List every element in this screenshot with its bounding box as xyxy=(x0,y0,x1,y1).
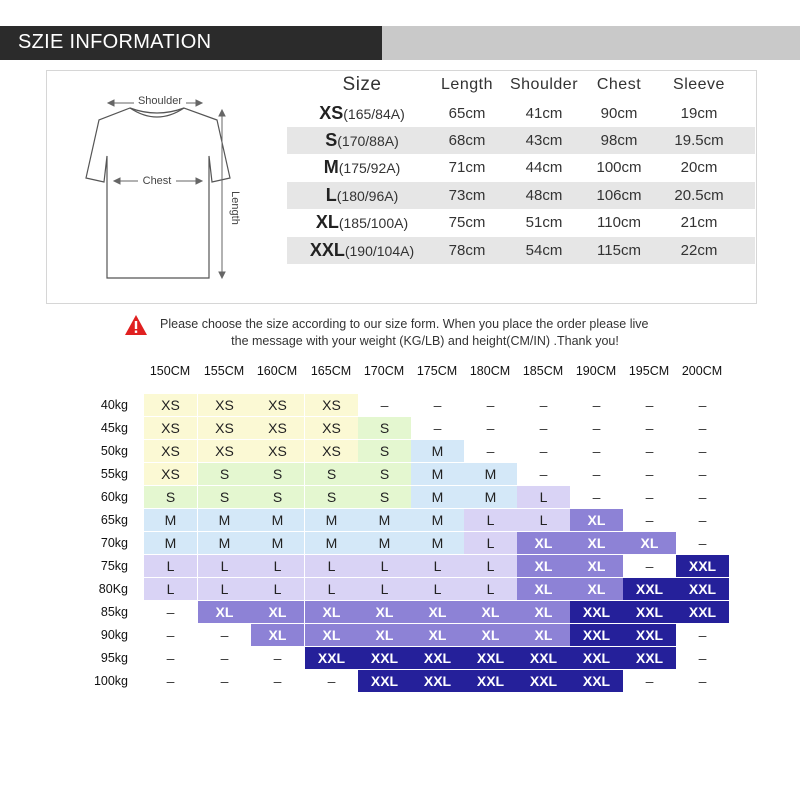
size-sleeve-value: 22cm xyxy=(680,242,718,259)
size-cell-l: L xyxy=(251,555,304,577)
size-cell-l: L xyxy=(251,578,304,600)
size-cell-xxl: XXL xyxy=(358,647,411,669)
size-cell-l: L xyxy=(358,578,411,600)
size-cell-empty: – xyxy=(592,443,601,459)
size-cell-empty: – xyxy=(273,673,282,689)
size-cell-l: L xyxy=(517,486,570,508)
size-table-row xyxy=(287,127,755,154)
size-cell-xl: XL xyxy=(517,578,570,600)
size-table-header-cell: Size xyxy=(342,74,382,95)
size-cell-l: L xyxy=(198,555,251,577)
size-cell-empty: – xyxy=(592,397,601,413)
size-cell-xs: XS xyxy=(198,417,251,439)
size-cell-xl: XL xyxy=(570,555,623,577)
size-code: M xyxy=(323,157,339,177)
size-cell-empty: – xyxy=(698,512,707,528)
size-cell-xxl: XXL xyxy=(358,670,411,692)
size-cell-m: M xyxy=(198,509,251,531)
size-cell-xxl: XXL xyxy=(676,555,729,577)
size-cell-xxl: XXL xyxy=(305,647,358,669)
size-cell-empty: – xyxy=(645,673,654,689)
size-cell-xxl: XXL xyxy=(570,624,623,646)
size-shoulder-value: 51cm xyxy=(525,214,563,231)
size-cell-empty: – xyxy=(698,673,707,689)
size-cell-xs: XS xyxy=(198,440,251,462)
size-length-value: 78cm xyxy=(448,242,486,259)
size-cell-l: L xyxy=(144,578,197,600)
size-cell-xxl: XXL xyxy=(623,647,676,669)
size-cell-xl: XL xyxy=(251,624,304,646)
size-cell-empty: – xyxy=(592,489,601,505)
order-notice xyxy=(160,316,700,350)
size-table-row xyxy=(287,182,755,209)
size-cell-xl: XL xyxy=(570,509,623,531)
size-cell-xs: XS xyxy=(144,463,197,485)
size-chest-value: 98cm xyxy=(600,132,638,149)
size-table-header-cell: Chest xyxy=(596,76,642,93)
weight-row-label: 45kg xyxy=(100,421,128,435)
size-dimension: (170/88A) xyxy=(337,133,399,149)
size-sleeve-value: 19.5cm xyxy=(674,132,724,149)
height-column-header: 155CM xyxy=(203,364,245,378)
size-cell-m: M xyxy=(411,486,464,508)
size-cell-l: L xyxy=(464,532,517,554)
tshirt-diagram xyxy=(52,78,262,293)
size-cell-empty: – xyxy=(433,420,442,436)
size-cell-empty: – xyxy=(486,443,495,459)
size-cell-xs: XS xyxy=(144,394,197,416)
size-cell-m: M xyxy=(144,532,197,554)
size-chest-value: 106cm xyxy=(596,187,642,204)
size-cell-s: S xyxy=(358,463,411,485)
size-cell-s: S xyxy=(198,486,251,508)
size-cell-l: L xyxy=(144,555,197,577)
size-length-value: 65cm xyxy=(448,105,486,122)
size-cell-xxl: XXL xyxy=(411,647,464,669)
size-cell-empty: – xyxy=(698,420,707,436)
size-cell-l: L xyxy=(358,555,411,577)
size-cell-xl: XL xyxy=(198,601,251,623)
size-cell-m: M xyxy=(411,463,464,485)
size-table-row xyxy=(287,100,755,127)
size-cell-l: L xyxy=(464,509,517,531)
weight-row-label: 55kg xyxy=(100,467,128,481)
size-cell-s: S xyxy=(198,463,251,485)
size-cell-xxl: XXL xyxy=(570,601,623,623)
size-cell-xxl: XXL xyxy=(464,670,517,692)
size-cell-empty: – xyxy=(539,397,548,413)
size-chest-value: 100cm xyxy=(596,159,642,176)
size-length-value: 73cm xyxy=(448,187,486,204)
size-shoulder-value: 43cm xyxy=(525,132,563,149)
height-column-header: 160CM xyxy=(256,364,298,378)
size-cell-m: M xyxy=(144,509,197,531)
size-cell-empty: – xyxy=(645,397,654,413)
size-cell-xxl: XXL xyxy=(623,578,676,600)
size-code: XL xyxy=(315,212,339,232)
size-cell-xs: XS xyxy=(251,394,304,416)
size-cell-empty: – xyxy=(166,604,175,620)
weight-row-label: 95kg xyxy=(100,651,128,665)
size-cell xyxy=(287,100,437,127)
page-title: SZIE INFORMATION xyxy=(18,31,212,53)
height-column-header: 150CM xyxy=(149,364,191,378)
size-cell-xl: XL xyxy=(305,624,358,646)
size-cell-l: L xyxy=(517,509,570,531)
weight-row-label: 65kg xyxy=(100,513,128,527)
tshirt-outline-icon xyxy=(86,108,230,278)
height-column-header: 190CM xyxy=(575,364,617,378)
weight-row-label: 90kg xyxy=(100,628,128,642)
size-cell-xs: XS xyxy=(198,394,251,416)
size-shoulder-value: 54cm xyxy=(525,242,563,259)
size-cell-xs: XS xyxy=(144,440,197,462)
size-length-value: 68cm xyxy=(448,132,486,149)
size-cell-l: L xyxy=(464,555,517,577)
size-cell-xl: XL xyxy=(517,601,570,623)
size-cell-l: L xyxy=(305,555,358,577)
size-cell-empty: – xyxy=(486,397,495,413)
size-shoulder-value: 44cm xyxy=(525,159,563,176)
notice-line-1: Please choose the size according to our size form. When you place the order please live xyxy=(160,317,649,331)
size-cell-xl: XL xyxy=(411,624,464,646)
size-chest-value: 115cm xyxy=(597,242,641,259)
size-shoulder-value: 48cm xyxy=(525,187,563,204)
size-cell-xl: XL xyxy=(464,624,517,646)
size-cell-m: M xyxy=(411,440,464,462)
weight-row-label: 75kg xyxy=(100,559,128,573)
size-cell-empty: – xyxy=(433,397,442,413)
size-cell-xs: XS xyxy=(251,440,304,462)
size-cell xyxy=(287,209,437,236)
size-cell-m: M xyxy=(358,532,411,554)
size-cell-empty: – xyxy=(645,443,654,459)
size-code: S xyxy=(325,130,338,150)
size-cell-empty: – xyxy=(592,466,601,482)
chest-label: Chest xyxy=(142,175,172,187)
notice-line-2: the message with your weight (KG/LB) and height(CM/IN) .Thank you! xyxy=(231,334,619,348)
size-cell xyxy=(287,237,437,264)
size-cell-xl: XL xyxy=(464,601,517,623)
size-cell-empty: – xyxy=(486,420,495,436)
size-table-row xyxy=(287,154,755,181)
size-cell xyxy=(287,127,437,154)
size-cell-m: M xyxy=(411,532,464,554)
size-cell-xxl: XXL xyxy=(411,670,464,692)
size-cell-empty: – xyxy=(539,466,548,482)
size-cell xyxy=(287,154,437,181)
size-cell-xl: XL xyxy=(358,601,411,623)
size-code: L xyxy=(325,185,337,205)
size-cell-empty: – xyxy=(220,627,229,643)
size-cell-empty: – xyxy=(220,650,229,666)
size-cell-empty: – xyxy=(166,673,175,689)
size-cell-empty: – xyxy=(698,627,707,643)
size-cell-empty: – xyxy=(698,443,707,459)
size-cell-m: M xyxy=(464,463,517,485)
weight-row-label: 60kg xyxy=(100,490,128,504)
size-table-header-cell: Shoulder xyxy=(509,76,579,93)
size-cell-empty: – xyxy=(698,650,707,666)
size-shoulder-value: 41cm xyxy=(525,105,563,122)
size-cell-xxl: XXL xyxy=(464,647,517,669)
size-cell-empty: – xyxy=(645,466,654,482)
weight-row-label: 40kg xyxy=(100,398,128,412)
size-sleeve-value: 20cm xyxy=(680,159,718,176)
size-cell-xxl: XXL xyxy=(676,578,729,600)
size-cell-xxl: XXL xyxy=(517,647,570,669)
size-cell-xl: XL xyxy=(517,624,570,646)
size-cell-empty: – xyxy=(380,397,389,413)
size-cell-empty: – xyxy=(645,512,654,528)
size-cell-s: S xyxy=(144,486,197,508)
size-cell-xl: XL xyxy=(305,601,358,623)
size-cell-m: M xyxy=(411,509,464,531)
size-dimension: (185/100A) xyxy=(338,215,409,231)
weight-row-label: 70kg xyxy=(100,536,128,550)
size-cell-xxl: XXL xyxy=(676,601,729,623)
size-cell-empty: – xyxy=(166,627,175,643)
height-column-header: 165CM xyxy=(310,364,352,378)
weight-row-label: 50kg xyxy=(100,444,128,458)
size-cell-xl: XL xyxy=(517,555,570,577)
size-cell-empty: – xyxy=(592,420,601,436)
size-cell xyxy=(287,182,437,209)
weight-row-label: 85kg xyxy=(100,605,128,619)
size-cell-empty: – xyxy=(645,420,654,436)
height-column-header: 170CM xyxy=(363,364,405,378)
size-cell-xl: XL xyxy=(411,601,464,623)
size-chest-value: 90cm xyxy=(600,105,638,122)
size-cell-empty: – xyxy=(220,673,229,689)
size-cell-xl: XL xyxy=(570,532,623,554)
size-table-header-cell: Sleeve xyxy=(673,76,725,93)
size-sleeve-value: 20.5cm xyxy=(674,187,724,204)
size-cell-xl: XL xyxy=(358,624,411,646)
size-dimension: (165/84A) xyxy=(343,106,405,122)
size-cell-xs: XS xyxy=(144,417,197,439)
size-cell-empty: – xyxy=(166,650,175,666)
size-sleeve-value: 19cm xyxy=(680,105,718,122)
size-cell-s: S xyxy=(358,440,411,462)
size-cell-empty: – xyxy=(539,420,548,436)
size-cell-empty: – xyxy=(645,489,654,505)
size-cell-xl: XL xyxy=(251,601,304,623)
size-cell-s: S xyxy=(251,463,304,485)
size-cell-l: L xyxy=(198,578,251,600)
weight-row-label: 100kg xyxy=(93,674,128,688)
size-cell-xs: XS xyxy=(305,417,358,439)
size-cell-l: L xyxy=(411,555,464,577)
size-cell-m: M xyxy=(198,532,251,554)
size-length-value: 75cm xyxy=(448,214,486,231)
size-cell-empty: – xyxy=(645,558,654,574)
size-sleeve-value: 21cm xyxy=(680,214,718,231)
size-cell-s: S xyxy=(358,417,411,439)
weight-row-label: 80Kg xyxy=(98,582,128,596)
size-cell-empty: – xyxy=(698,489,707,505)
size-table-row xyxy=(287,209,755,236)
size-cell-xs: XS xyxy=(251,417,304,439)
height-column-header: 195CM xyxy=(628,364,670,378)
size-cell-xxl: XXL xyxy=(623,624,676,646)
size-chest-value: 110cm xyxy=(597,214,641,231)
size-cell-xxl: XXL xyxy=(623,601,676,623)
size-dimension: (180/96A) xyxy=(336,188,399,204)
size-cell-xs: XS xyxy=(305,394,358,416)
length-label: Length xyxy=(229,191,241,225)
size-dimension: (190/104A) xyxy=(344,243,415,259)
size-cell-l: L xyxy=(464,578,517,600)
size-cell-s: S xyxy=(305,463,358,485)
size-cell-m: M xyxy=(464,486,517,508)
size-cell-empty: – xyxy=(539,443,548,459)
size-cell-s: S xyxy=(305,486,358,508)
size-length-value: 71cm xyxy=(448,159,486,176)
size-cell-m: M xyxy=(305,532,358,554)
size-cell-empty: – xyxy=(273,650,282,666)
size-table-header-cell: Length xyxy=(441,76,493,93)
size-cell-xxl: XXL xyxy=(517,670,570,692)
warning-icon xyxy=(124,314,148,336)
size-cell-empty: – xyxy=(698,397,707,413)
height-column-header: 185CM xyxy=(522,364,564,378)
size-cell-m: M xyxy=(251,509,304,531)
size-table-header xyxy=(287,71,755,98)
height-column-header: 180CM xyxy=(469,364,511,378)
size-cell-empty: – xyxy=(698,535,707,551)
size-dimension: (175/92A) xyxy=(338,160,401,176)
size-cell-xxl: XXL xyxy=(570,670,623,692)
size-code: XS xyxy=(319,103,344,123)
size-cell-xl: XL xyxy=(623,532,676,554)
size-cell-m: M xyxy=(358,509,411,531)
size-cell-s: S xyxy=(251,486,304,508)
shoulder-label: Shoulder xyxy=(137,95,183,107)
size-cell-l: L xyxy=(305,578,358,600)
size-cell-s: S xyxy=(358,486,411,508)
size-cell-empty: – xyxy=(327,673,336,689)
size-cell-xl: XL xyxy=(570,578,623,600)
size-cell-l: L xyxy=(411,578,464,600)
size-cell-xxl: XXL xyxy=(570,647,623,669)
height-column-header: 175CM xyxy=(416,364,458,378)
size-cell-m: M xyxy=(305,509,358,531)
height-column-header: 200CM xyxy=(681,364,723,378)
size-cell-empty: – xyxy=(698,466,707,482)
size-code: XXL xyxy=(309,240,345,260)
size-cell-m: M xyxy=(251,532,304,554)
size-table-row xyxy=(287,237,755,264)
size-cell-xl: XL xyxy=(517,532,570,554)
size-cell-xs: XS xyxy=(305,440,358,462)
